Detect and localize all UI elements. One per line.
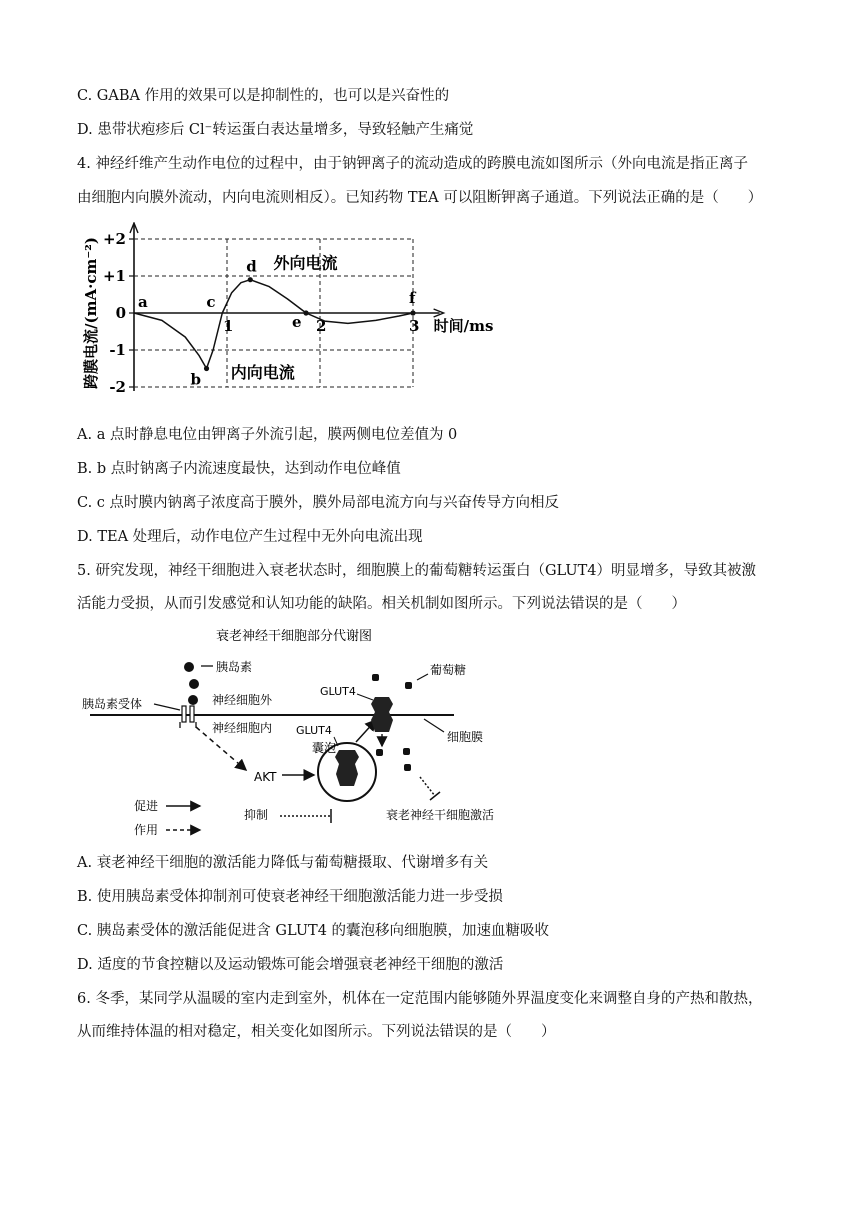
point-d [248,277,253,282]
q5-option-a: A. 衰老神经干细胞的激活能力降低与葡萄糖摄取、代谢增多有关 [77,855,489,871]
point-label-e: e [292,313,302,331]
q4-stem-line1: 4. 神经纤维产生动作电位的过程中，由于钠钾离子的流动造成的跨膜电流如图所示（外向电流是指正离子 [77,156,748,172]
insulin-receptor [182,706,186,722]
glucose-molecule [404,764,411,771]
legend-inhibit-label: 抑制 [244,808,269,822]
q4-option-d: D. TEA 处理后，动作电位产生过程中无外向电流出现 [77,529,423,545]
point-label-a: a [138,293,148,311]
q4-option-b: B. b 点时钠离子内流速度最快，达到动作电位峰值 [77,461,401,477]
y-tick-label: -2 [109,378,126,396]
point-e [303,310,308,315]
y-tick-label: 0 [115,304,126,322]
glucose-label: 葡萄糖 [430,663,467,677]
current-chart [76,222,516,412]
glucose-molecule [405,682,412,689]
outside-label: 神经细胞外 [212,693,273,707]
inside-label: 神经细胞内 [212,721,273,735]
legend-effect-label: 作用 [134,823,159,837]
option-d-prev: D. 患带状疱疹后 Cl⁻转运蛋白表达量增多，导致轻触产生痛觉 [77,122,474,138]
x-tick-label: 3 [409,317,420,335]
glut4-vesicle-label: GLUT4 [296,724,332,737]
membrane-label: 细胞膜 [447,730,484,744]
q4-option-c: C. c 点时膜内钠离子浓度高于膜外，膜外局部电流方向与兴奋传导方向相反 [77,495,560,511]
diagram-title: 衰老神经干细胞部分代谢图 [216,629,373,644]
glucose-molecule [376,749,383,756]
vesicle-label: 囊泡 [312,741,337,755]
insulin-molecule [184,662,194,672]
inward-current-label: 内向电流 [230,362,295,382]
y-tick-label: +2 [102,230,126,248]
glucose-molecule [403,748,410,755]
q6-stem-line2: 从而维持体温的相对稳定，相关变化如图所示。下列说法错误的是（ ） [77,1024,556,1040]
legend-promote-label: 促进 [134,799,159,813]
point-label-b: b [190,370,202,389]
x-tick-label: 2 [316,317,327,335]
x-tick-label: 1 [223,317,234,335]
y-tick-label: +1 [102,267,126,285]
insulin-molecule [189,679,199,689]
y-axis-label: 跨膜电流/(mA·cm⁻²) [82,237,100,389]
metabolism-diagram [76,624,566,846]
point-f [410,310,415,315]
outward-current-label: 外向电流 [273,253,338,273]
x-axis-label: 时间/ms [433,317,494,335]
point-b [204,366,209,371]
point-label-d: d [246,257,257,276]
insulin-label: 胰岛素 [216,660,253,674]
y-tick-label: -1 [109,341,126,359]
glut4-membrane-label: GLUT4 [320,685,356,698]
point-label-f: f [409,289,416,307]
glut4-on-membrane [371,697,393,732]
option-c-prev: C. GABA 作用的效果可以是抑制性的，也可以是兴奋性的 [77,88,450,104]
point-label-c: c [206,293,216,311]
q6-stem-line1: 6. 冬季，某同学从温暖的室内走到室外，机体在一定范围内能够随外界温度变化来调整自身的产热和散热， [77,991,763,1007]
activation-label: 衰老神经干细胞激活 [386,808,495,822]
glut4-in-vesicle [335,750,359,786]
insulin-receptor-label: 胰岛素受体 [82,697,143,711]
q5-option-b: B. 使用胰岛素受体抑制剂可使衰老神经干细胞激活能力进一步受损 [77,889,503,905]
insulin-molecule [188,695,198,705]
q5-stem-line2: 活能力受损，从而引发感觉和认知功能的缺陷。相关机制如图所示。下列说法错误的是（ ） [77,596,686,612]
q5-option-d: D. 适度的节食控糖以及运动锻炼可能会增强衰老神经干细胞的激活 [77,957,504,973]
q5-option-c: C. 胰岛素受体的激活能促进含 GLUT4 的囊泡移向细胞膜，加速血糖吸收 [77,923,550,939]
q4-option-a: A. a 点时静息电位由钾离子外流引起，膜两侧电位差值为 0 [77,427,458,443]
akt-label: AKT [254,770,277,784]
inhibit-line [420,777,435,796]
current-curve [134,280,413,369]
q5-stem-line1: 5. 研究发现，神经干细胞进入衰老状态时，细胞膜上的葡萄糖转运蛋白（GLUT4）明显增多，导致其被激 [77,563,756,579]
glucose-molecule [372,674,379,681]
q4-stem-line2: 由细胞内向膜外流动，内向电流则相反）。已知药物 TEA 可以阻断钾离子通道。下列说法正确的是（ ） [77,190,763,206]
